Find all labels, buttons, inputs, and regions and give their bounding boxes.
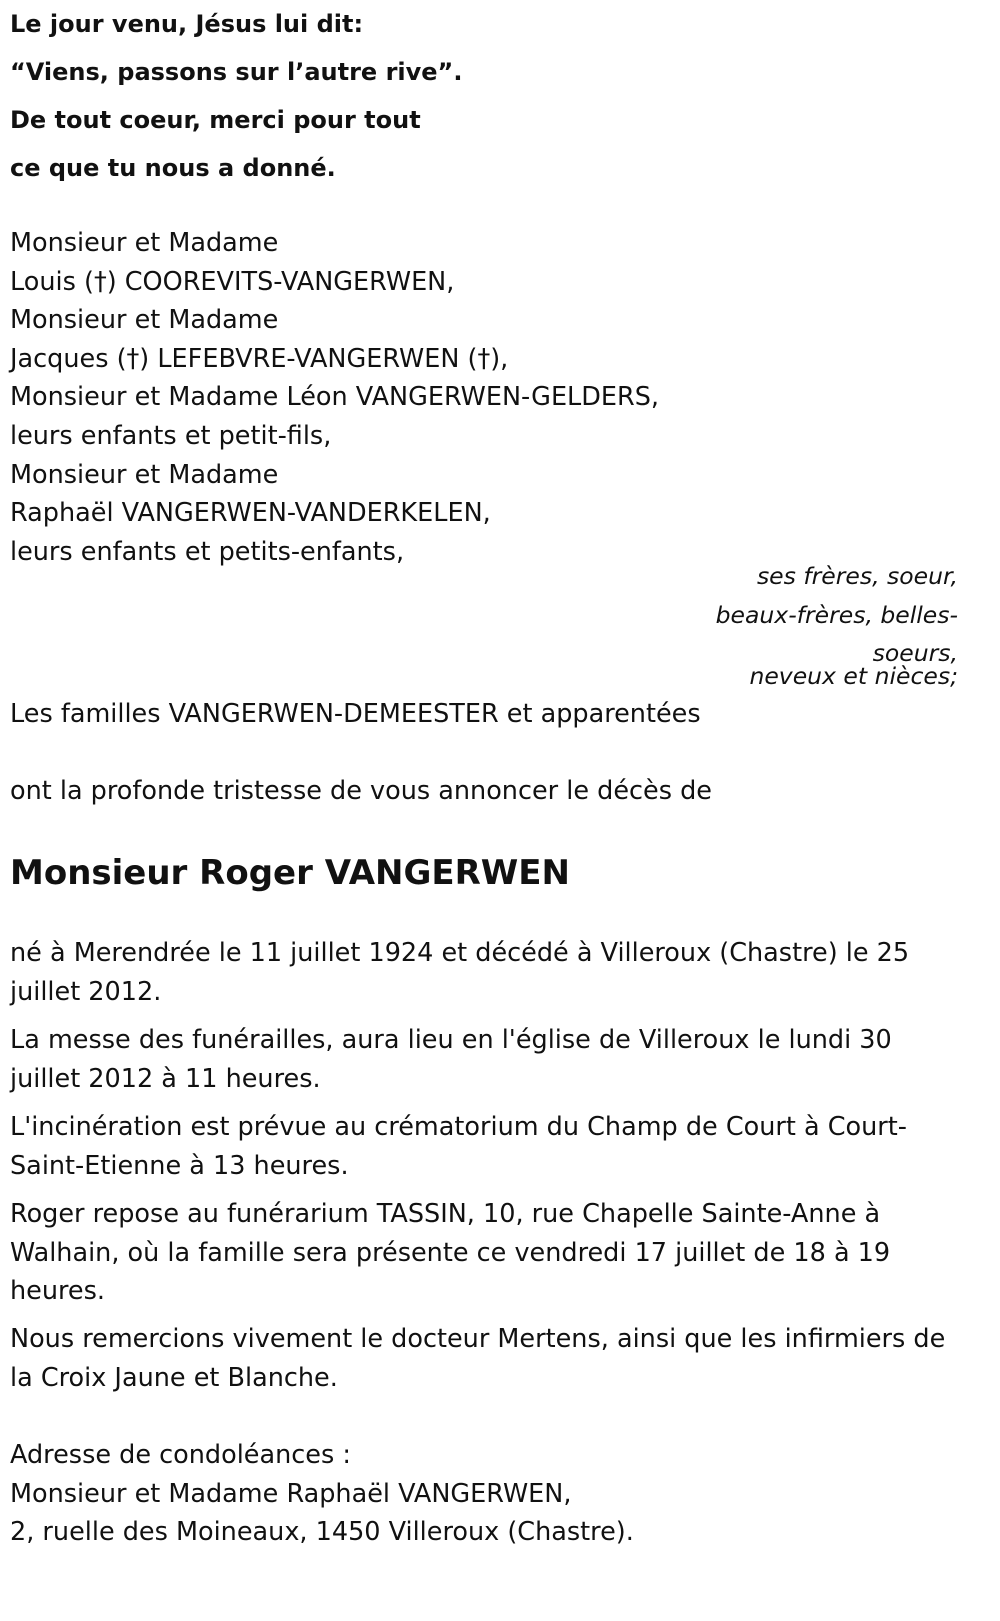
relation-line-last: neveux et nièces; [749,662,958,690]
visitation-paragraph [10,1195,890,1311]
cremation-paragraph [10,1108,907,1185]
paragraph-line: heures. [10,1276,106,1307]
family-line: Monsieur et Madame [10,228,279,258]
relation-line: soeurs, [872,639,958,667]
family-list [10,224,659,571]
birth-death-paragraph [10,934,909,1011]
condolences-address [10,1436,634,1552]
paragraph-line: Roger repose au funérarium TASSIN, 10, rue Chapelle Sainte-Anne à [10,1199,881,1229]
family-line: Monsieur et Madame Léon VANGERWEN-GELDERS, [10,382,660,413]
family-line: Jacques (†) LEFEBVRE-VANGERWEN (†), [10,343,509,374]
paragraph-line: La messe des funérailles, aura lieu en l'église de Villeroux le lundi 30 [10,1025,892,1055]
paragraph-line: L'incinération est prévue au crématorium du Champ de Court à Court- [10,1112,907,1142]
family-line: Monsieur et Madame [10,305,279,336]
relations-list [716,557,958,673]
condolences-heading: Adresse de condoléances : [10,1440,351,1470]
paragraph-line: Nous remercions vivement le docteur Mertens, ainsi que les infirmiers de [10,1324,946,1354]
paragraph-line: Saint-Etienne à 13 heures. [10,1150,349,1181]
family-line: Raphaël VANGERWEN-VANDERKELEN, [10,498,491,529]
thanks-paragraph [10,1320,945,1397]
extended-families: Les familles VANGERWEN-DEMEESTER et apparentées [10,699,701,729]
family-line: leurs enfants et petit-fils, [10,420,332,451]
condolences-line: Monsieur et Madame Raphaël VANGERWEN, [10,1478,572,1509]
paragraph-line: la Croix Jaune et Blanche. [10,1362,338,1393]
verse-line: De tout coeur, merci pour tout [10,106,421,134]
family-line: Louis (†) COOREVITS-VANGERWEN, [10,266,455,297]
paragraph-line: juillet 2012. [10,976,162,1007]
deceased-name: Monsieur Roger VANGERWEN [10,853,570,893]
paragraph-line: juillet 2012 à 11 heures. [10,1063,321,1094]
announcement-text: ont la profonde tristesse de vous annoncer le décès de [10,776,712,806]
paragraph-line: Walhain, où la famille sera présente ce vendredi 17 juillet de 18 à 19 [10,1237,891,1268]
verse-line: “Viens, passons sur l’autre rive”. [10,58,463,86]
family-line: Monsieur et Madame [10,459,279,490]
family-line: leurs enfants et petits-enfants, [10,536,405,567]
verse-line: Le jour venu, Jésus lui dit: [10,10,364,38]
verse-line: ce que tu nous a donné. [10,154,336,182]
relation-line: beaux-frères, belles- [715,600,958,629]
opening-verse [10,0,462,192]
relation-line: ses frères, soeur, [756,562,958,590]
funeral-mass-paragraph [10,1021,892,1098]
condolences-line: 2, ruelle des Moineaux, 1450 Villeroux (Chastre). [10,1517,634,1548]
paragraph-line: né à Merendrée le 11 juillet 1924 et décédé à Villeroux (Chastre) le 25 [10,938,910,968]
